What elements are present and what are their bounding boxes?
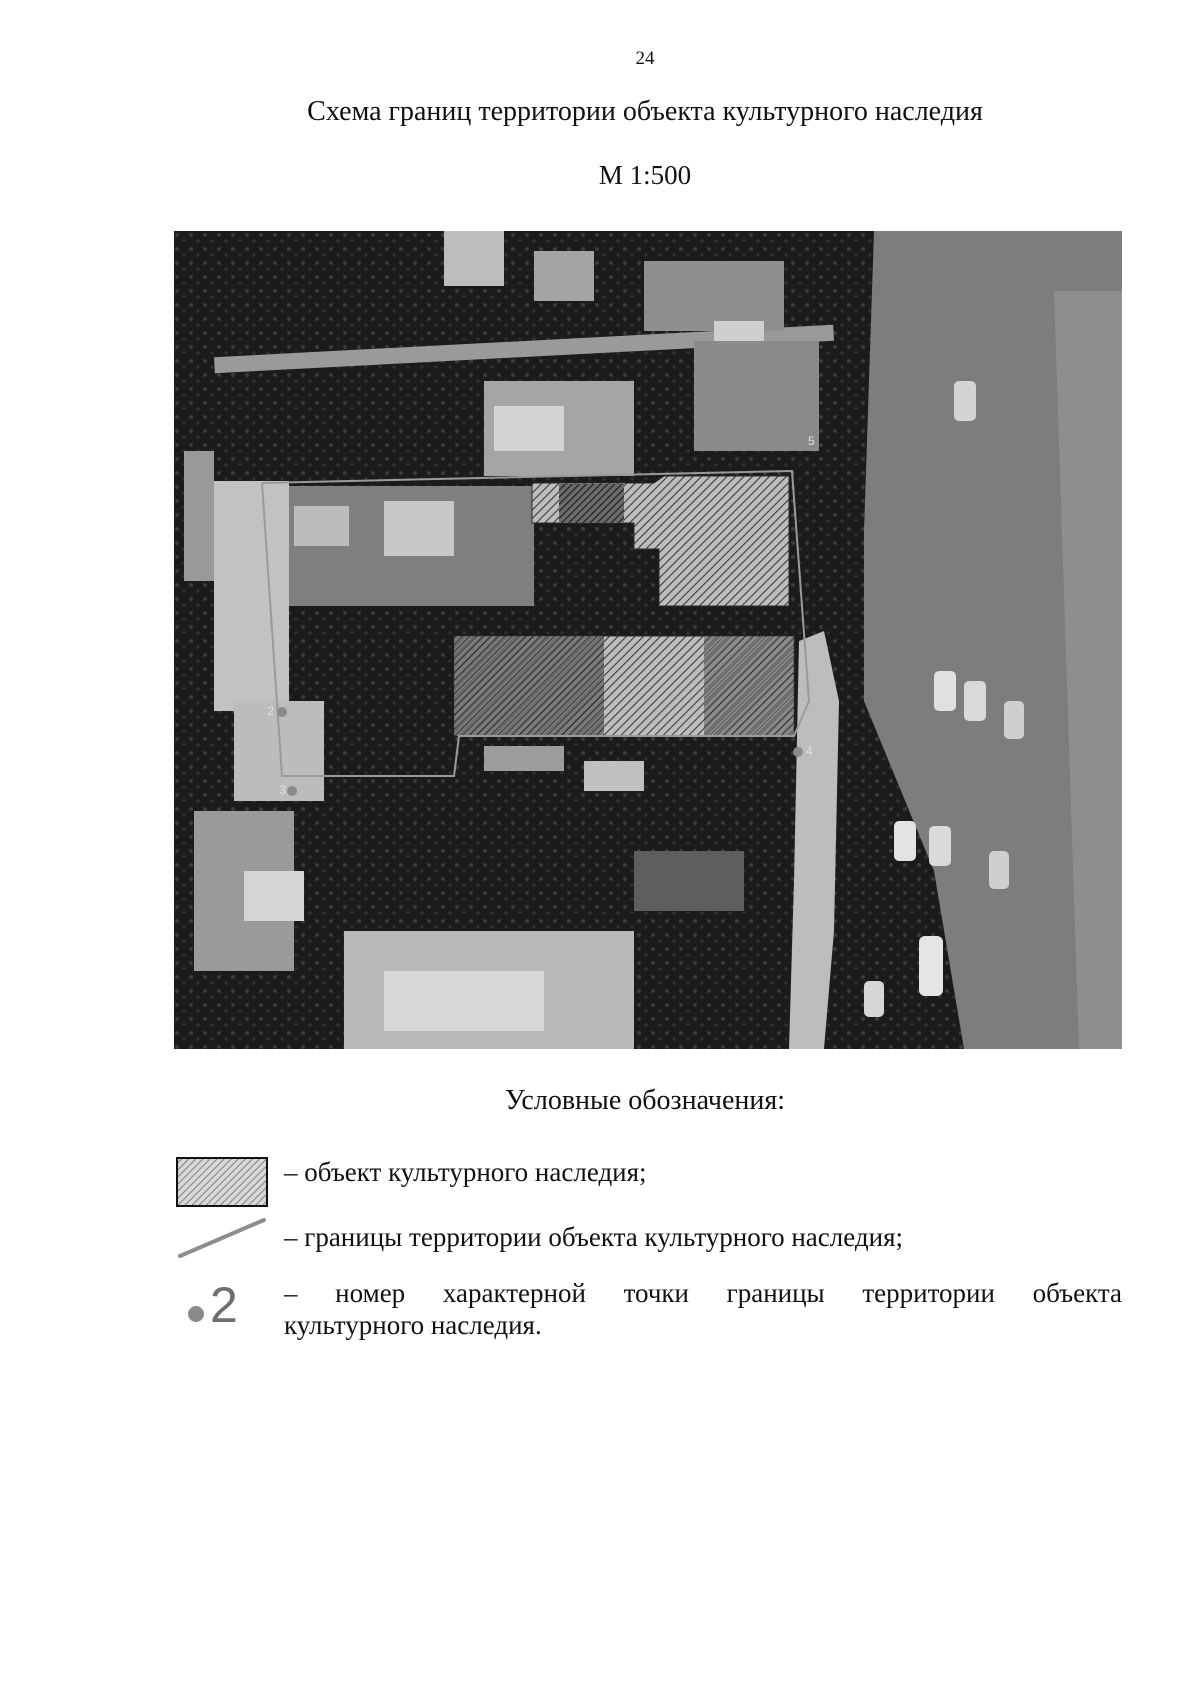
legend-text-point-line2: культурного наследия. [284,1310,542,1340]
svg-text:2: 2 [210,1277,238,1330]
parked-car [934,671,956,711]
parked-car [929,826,951,866]
aerial-map [174,231,1122,1049]
parked-car [964,681,986,721]
legend-text-point-line1: – номер характерной точки границы территории объекта [284,1278,1122,1308]
svg-text:3: 3 [279,783,286,797]
legend-title: Условные обозначения: [504,1085,786,1116]
parked-car [864,981,884,1017]
hatch-swatch-icon [176,1157,268,1207]
parked-car [1004,701,1024,739]
page-title: Схема границ территории объекта культурного наследия [307,96,983,127]
svg-text:2: 2 [267,704,274,718]
page-number: 24 [635,48,655,69]
parked-car [989,851,1009,889]
legend-text-heritage: – объект культурного наследия; [284,1157,647,1187]
parked-car [894,821,916,861]
legend-text-boundary: – границы территории объекта культурного наследия; [284,1222,903,1252]
point-number-icon [186,1270,266,1330]
neighbor-building-west [214,481,289,711]
svg-text:5: 5 [808,434,815,448]
parked-car [954,381,976,421]
heritage-building-north-roof [559,484,624,523]
boundary-line-icon [176,1216,268,1260]
map-scale: М 1:500 [598,160,692,190]
svg-text:4: 4 [806,744,813,758]
parked-car [919,936,943,996]
